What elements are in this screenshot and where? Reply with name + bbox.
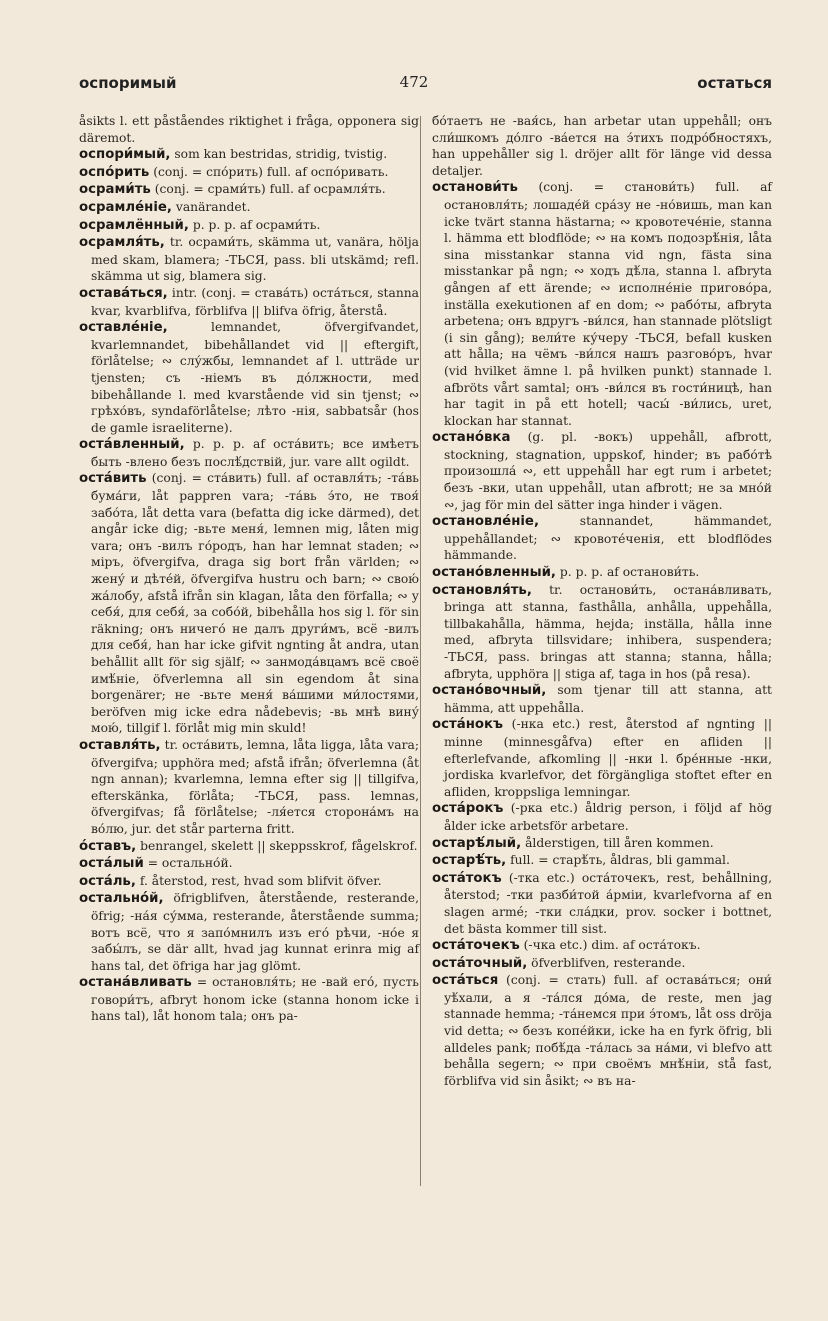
headword: оста́токъ (432, 870, 502, 886)
right-column (432, 113, 772, 1089)
dictionary-entry (432, 937, 772, 955)
dictionary-entry (79, 285, 419, 319)
dictionary-entry (79, 113, 419, 146)
dictionary-entry (79, 146, 419, 164)
entry-definition: p. p. p. af оста́вить; все имѣетъ быть -вленo безъ послѣ́дствій, jur. vare allt ogildt. (91, 437, 419, 469)
dictionary-entry (79, 217, 419, 235)
dictionary-entry (432, 835, 772, 853)
column-divider (420, 116, 421, 1186)
dictionary-entry (432, 716, 772, 800)
dictionary-entry (79, 164, 419, 182)
headword: остановле́ніе, (432, 514, 540, 530)
entry-definition: (conj. = ста́вить) full. af оставля́ть; -та́вь бума́ги, låt pappren vara; -та́вь э́то, не твоя́ забо́та, låt detta vara (befatta dig icke därmed), det angår icke dig; -вьте меня́, lemnen mig, låten mig vara; онъ -вилъ го́родъ, han har lemnat staden; ∾ міръ, öfvergifva, draga sig bort från världen; ∾ жену́ и дѣте́й, öfvergifva hustru och barn; ∾ свою́ жа́лобу, afstå ifrån sin klagan, låta den förfalla; ∾ у себя́, для себя́, за собо́й, bibehålla hos sig l. för sin räkning; онъ ничего́ не далъ други́мъ, всё -вилъ для себя́, han har icke gifvit ngnting åt andra, utan behållit allt för sig själf; ∾ занмода́вцамъ всё своё имѣ́ніе, öfverlemna all sin egendom åt sina borgenärer; не -вьте меня́ ва́шими ми́лостями, beröfven mig icke edra nådebevis; -вь мнѣ вину́ мою́, tillgif l. förlåt mig min skuld! (91, 471, 419, 736)
dictionary-entry (432, 429, 772, 513)
dictionary-entry (432, 113, 772, 179)
dictionary-entry (432, 564, 772, 582)
dictionary-entry (432, 800, 772, 834)
entry-definition: f. återstod, rest, hvad som blifvit öfver. (139, 873, 382, 888)
entry-definition: tr. оста́вить, lemna, låta ligga, låta vara; öfvergifva; upphöra med; afstå ifrån; öfverlemna (åt ngn annan); kvarlemna, lemna efter sig || tillgifva, efterskänka, förlåta; -ТЬСЯ, pass. lemnas, öfvergifvas; få förlåtelse; -ля́ется сторона́мъ на во́лю, jur. det står parterna fritt. (91, 737, 419, 836)
entry-definition: öfrigblifven, återstående, resterande, öfrig; -на́я су́мма, resterande, återstående summa; вотъ всё, что я запо́мнилъ изъ его́ рѣчи, -но́е я забы́лъ, se där allt, hvad jag kunnat erinra mig af hans tal, det öfriga har jag glömt. (91, 891, 419, 973)
entry-definition: (g. pl. -вокъ) uppehåll, afbrott, stockning, stagnation, uppskof, hinder; въ рабо́тѣ произошла́ ∾, ett uppehåll har egt rum i arbetet; безъ -вки, utan uppehåll, utan afbrott; не за мно́й ∾, jag för min del sätter inga hinder i vägen. (444, 430, 772, 512)
headword: остава́ться, (79, 285, 168, 301)
page-number: 472 (399, 73, 429, 91)
entry-definition: (-нка etc.) rest, återstod af ngnting || minne (minnesgåfva) efter en afliden || efterlefvande, afkomling || -нки l. бре́нные -нки, jordiska kvarlefvor, det förgängliga stoftet efter en afliden, kroppsliga lemningar. (444, 717, 772, 799)
headword: оста́лый (79, 856, 144, 872)
headword: остально́й, (79, 891, 164, 907)
headword: оста́точекъ (432, 938, 520, 954)
entry-definition: (conj. = стать) full. af остава́ться; они́ уѣ́хали, а я -та́лся до́ма, de reste, men jag stannade hemma; -та́немся при э́томъ, låt oss dröja vid detta; ∾ безъ копе́йки, icke ha en fyrk öfrig, bli alldeles pank; побѣ́да -та́лась за на́ми, vi blefvo att behålla segern; ∾ при своёмъ мнѣ́ніи, stå fast, förblifva vid sin åsikt; ∾ въ на- (444, 973, 772, 1088)
headword: оспо́рить (79, 164, 150, 180)
entry-definition: (-тка etc.) оста́точекъ, rest, behållning, återstod; -тки разби́той а́рміи, kvarlefvorna af en slagen armé; -тки сла́дки, prov. socker i bottnet, det bästa kommer till sist. (444, 870, 772, 936)
headword: остано́вка (432, 430, 511, 446)
headword: останови́ть (432, 180, 518, 196)
headword: оста́рокъ (432, 801, 504, 817)
dictionary-entry (79, 855, 419, 873)
headword: осрамлённый, (79, 217, 189, 233)
headword: оста́вить (79, 471, 147, 487)
left-column (79, 113, 419, 1025)
running-head-right: остаться (697, 74, 772, 92)
dictionary-entry (79, 974, 419, 1025)
entry-definition: tr. останови́ть, остана́вливать, bringa att stanna, fasthålla, anhålla, uppehålla, tillbakahålla, hämma, hejda; inställa, hålla inne med, afbryta tillsvidare; inhibera, suspendera; -ТЬСЯ, pass. bringas att stanna; stanna, hålla; afbryta, upphöra || stiga af, taga in hos (på resa). (444, 582, 772, 681)
entry-definition: = остально́й. (147, 856, 233, 871)
headword: остарѣ́лый, (432, 835, 522, 851)
headword: оста́ль, (79, 873, 136, 889)
entry-definition: full. = старѣ́ть, åldras, bli gammal. (510, 853, 730, 868)
entry-definition: = остановля́ть; не -вай его́, пусть говори́тъ, afbryt honom icke (stanna honom icke i hans tal), låt honom tala; онъ ра- (91, 975, 419, 1024)
dictionary-entry (79, 319, 419, 436)
dictionary-entry (432, 955, 772, 973)
headword: остано́вленный, (432, 565, 556, 581)
dictionary-entry (432, 870, 772, 937)
headword: оста́вленный, (79, 437, 185, 453)
dictionary-entry (79, 737, 419, 838)
entry-definition: (conj. = спо́рить) full. af оспо́ривать. (153, 164, 389, 179)
entry-definition: som tjenar till att stanna, att hämma, att uppehålla. (444, 683, 772, 715)
headword: остана́вливать (79, 975, 192, 991)
entry-definition: (-чка etc.) dim. af оста́токъ. (523, 938, 701, 953)
dictionary-entry (79, 470, 419, 737)
entry-definition: öfverblifven, resterande. (531, 955, 686, 970)
dictionary-entry (79, 199, 419, 217)
headword: о́ставъ, (79, 838, 137, 854)
headword: оставле́ніе, (79, 320, 168, 336)
entry-definition: vanärandet. (175, 199, 251, 214)
dictionary-entry (79, 890, 419, 974)
dictionary-entry (432, 179, 772, 429)
entry-definition: (conj. = станови́ть) full. af остановля́ть; лошаде́й сра́зу не -но́вишь, man kan icke tvärt stanna hästarna; ∾ кровотече́ніе, stanna l. hämma ett blodflöde; ∾ на комъ подозрѣ́нія, låta sina misstankar stanna vid ngn, fästa sina misstankar på ngn; ∾ ходъ дѣ́ла, stanna l. afbryta gången af ett ärende; ∾ исполне́ніе пригово́ра, inställa exekutionen af en dom; ∾ рабо́ты, afbryta arbetena; онъ вдругъ -ви́лся, han stannade plötsligt (i sin gång); вели́те ку́черу -ТЬСЯ, befall kusken att hålla; на чёмъ -ви́лся нашъ разгово́ръ, hvar (vid hvilket ämne l. på hvilken punkt) stannade l. afbröts vårt samtal; онъ -ви́лся въ гости́ницѣ, han har tagit in på ett hotell; часы́ -ви́лись, uret, klockan har stannat. (444, 180, 772, 428)
headword: осрамля́ть, (79, 235, 165, 251)
dictionary-entry (79, 436, 419, 470)
dictionary-entry (432, 682, 772, 716)
dictionary-entry (432, 972, 772, 1089)
dictionary-entry (432, 852, 772, 870)
headword: остарѣ́ть, (432, 853, 507, 869)
headword: оставля́ть, (79, 737, 161, 753)
entry-definition: lemnandet, öfvergifvandet, kvarlemnandet, bibehållandet vid || eftergift, förlåtelse; ∾ слу́жбы, lemnandet af l. utträde ur tjensten; съ -ніемъ въ до́лжности, med bibehållande l. med kvarstående vid sin tjenst; ∾ грѣхо́въ, syndaförlåtelse; лѣто -нія, sabbatsår (hos de gamle israeliterne). (91, 320, 419, 435)
dictionary-entry (432, 582, 772, 683)
dictionary-entry (79, 873, 419, 891)
entry-definition: stannandet, hämmandet, uppehållandet; ∾ кровоте́ченія, ett blodflödes hämmande. (444, 514, 772, 563)
dictionary-entry (79, 234, 419, 285)
entry-definition: benrangel, skelett || skeppsskrof, fågelskrof. (140, 838, 418, 853)
entry-definition: ålderstigen, till åren kommen. (525, 835, 714, 850)
dictionary-entry (432, 513, 772, 564)
entry-definition: p. p. p. af останови́ть. (559, 565, 700, 580)
entry-definition: (conj. = срами́ть) full. af осрамля́ть. (154, 182, 386, 197)
headword: оста́нокъ (432, 717, 504, 733)
headword: оста́точный, (432, 955, 528, 971)
headword: оста́ться (432, 973, 499, 989)
headword: оспори́мый, (79, 147, 171, 163)
entry-definition: åsikts l. ett påståendes riktighet i fråga, opponera sig däremot. (79, 114, 419, 145)
headword: осрамле́ніе, (79, 199, 172, 215)
headword: остановля́ть, (432, 582, 532, 598)
headword: остано́вочный, (432, 683, 547, 699)
headword: осрами́ть (79, 182, 151, 198)
dictionary-entry (79, 181, 419, 199)
running-head-left: оспоримый (79, 74, 177, 92)
entry-definition: (-рка etc.) åldrig person, i följd af hög ålder icke arbetsför arbetare. (444, 801, 772, 833)
entry-definition: intr. (conj. = става́ть) оста́ться, stanna kvar, kvarblifva, förblifva || blifva öfrig, återstå. (91, 285, 419, 318)
entry-definition: p. p. p. af осрами́ть. (192, 217, 321, 232)
entry-definition: tr. осрами́ть, skämma ut, vanära, hölja med skam, blamera; -ТЬСЯ, pass. bli utskämd; refl. skämma ut sig, blamera sig. (91, 235, 419, 284)
entry-definition: som kan bestridas, stridig, tvistig. (174, 147, 388, 162)
dictionary-entry (79, 838, 419, 856)
entry-definition: бо́таетъ не -вая́сь, han arbetar utan uppehåll; онъ сли́шкомъ до́лго -ва́ется на э́тихъ подро́бностяхъ, han uppehåller sig l. dröjer allt för länge vid dessa detaljer. (432, 114, 772, 178)
